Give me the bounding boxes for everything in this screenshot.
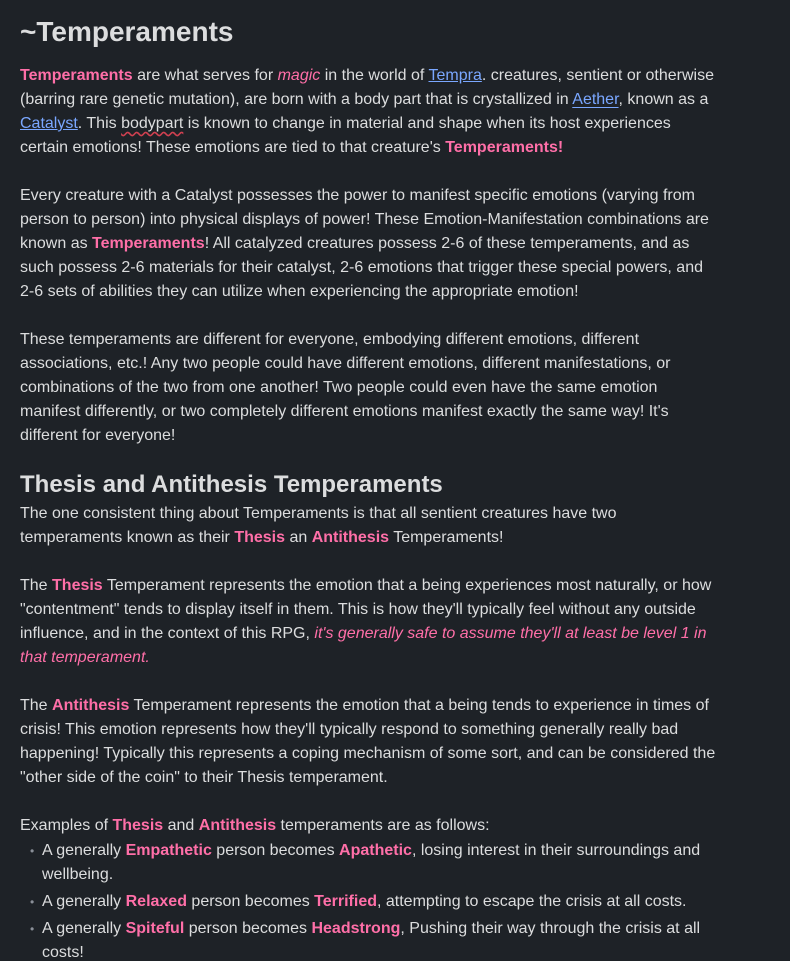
text: temperaments are as follows: [276, 817, 490, 834]
text: Temperament represents the emotion that a being tends to experience in times of crisis! This emotion represents how they'll typically respond to something generally really bad happening! Typically this represents a coping mechanism of some sort, and can be considered the "other side of the coin" to their Thesis temperament. [20, 697, 716, 786]
thesis-example: Empathetic [125, 842, 212, 859]
text: and [163, 817, 199, 834]
list-item [30, 917, 720, 961]
text: , known as a [618, 91, 709, 108]
intro-paragraph-2 [20, 184, 720, 304]
examples-list [20, 839, 720, 961]
term-magic: magic [277, 67, 321, 84]
term-temperaments: Temperaments [92, 235, 205, 252]
thesis-example: Relaxed [125, 893, 187, 910]
section-heading: Thesis and Antithesis Temperaments [20, 471, 443, 498]
text: person becomes [184, 920, 312, 937]
term-antithesis: Antithesis [198, 817, 277, 834]
text: ! All catalyzed creatures possess 2-6 of these temperaments, and as such possess 2-6 materials for their catalyst, 2-6 emotions that trigger these special powers, and 2-6 sets of abilities they can utilize when experiencing the appropriate emotion! [20, 235, 703, 300]
text: are what serves for [132, 67, 278, 84]
text: , losing interest in their surroundings and wellbeing. [42, 842, 701, 883]
text: person becomes [211, 842, 340, 859]
thesis-example: Spiteful [125, 920, 185, 937]
bullet-icon: • [30, 895, 35, 909]
text: A generally [42, 842, 126, 859]
term-thesis: Thesis [112, 817, 164, 834]
text: . This [77, 115, 122, 132]
text: Temperament represents the emotion that a being experiences most naturally, or how "contentment" tends to display itself in them. This is how they'll typically feel without any outside influence, and in the context of this RPG, [20, 577, 712, 642]
text: A generally [42, 893, 126, 910]
text: The [20, 697, 53, 714]
text: The one consistent thing about Temperaments is that all sentient creatures have two temperaments known as their [20, 505, 617, 546]
term-temperaments: Temperaments [20, 67, 133, 84]
text: is known to change in material and shape when its host experiences certain emotions! These emotions are tied to that creature's [20, 115, 671, 156]
word-bodypart: bodypart [121, 115, 184, 132]
list-item [30, 839, 720, 887]
text: person becomes [186, 893, 315, 910]
text: an [285, 529, 312, 546]
text: . creatures, sentient or otherwise (barring rare genetic mutation), are born with a body part that is crystallized in [20, 67, 714, 108]
intro-paragraph-1 [20, 64, 720, 160]
antithesis-example: Terrified [314, 893, 377, 910]
text: , Pushing their way through the crisis at all costs! [42, 920, 701, 961]
text: Temperaments! [389, 529, 504, 546]
level-note: it's generally safe to assume they'll at least be level 1 in that temperament. [20, 625, 707, 666]
section-paragraph-1 [20, 502, 720, 550]
antithesis-example: Headstrong [311, 920, 401, 937]
antithesis-example: Apathetic [339, 842, 412, 859]
bullet-icon: • [30, 922, 35, 936]
list-item [30, 890, 720, 914]
link-catalyst[interactable]: Catalyst [20, 115, 78, 132]
text: Examples of [20, 817, 113, 834]
page-title: ~Temperaments [20, 16, 234, 47]
text: , attempting to escape the crisis at all costs. [377, 893, 687, 910]
examples-intro [20, 814, 720, 838]
term-antithesis: Antithesis [52, 697, 130, 714]
term-temperaments: Temperaments! [445, 139, 564, 156]
text: in the world of [320, 67, 429, 84]
text: A generally [42, 920, 126, 937]
intro-paragraph-3: These temperaments are different for everyone, embodying different emotions, different associations, etc.! Any two people could have different emotions, different manifestations, or combinations of the two from one another! Two people could even have the same emotion manifest differently, or two completely different emotions manifest exactly the same way! It's different for everyone! [20, 331, 671, 444]
term-thesis: Thesis [234, 529, 286, 546]
link-aether[interactable]: Aether [572, 91, 619, 108]
text: Every creature with a Catalyst possesses the power to manifest specific emotions (varying from person to person) into physical displays of power! These Emotion-Manifestation combinations are known as [20, 187, 709, 252]
term-thesis: Thesis [52, 577, 103, 594]
link-tempra[interactable]: Tempra [428, 67, 482, 84]
text: The [20, 577, 53, 594]
section-paragraph-2 [20, 574, 720, 670]
term-antithesis: Antithesis [311, 529, 390, 546]
bullet-icon: • [30, 844, 35, 858]
section-paragraph-3 [20, 694, 720, 790]
